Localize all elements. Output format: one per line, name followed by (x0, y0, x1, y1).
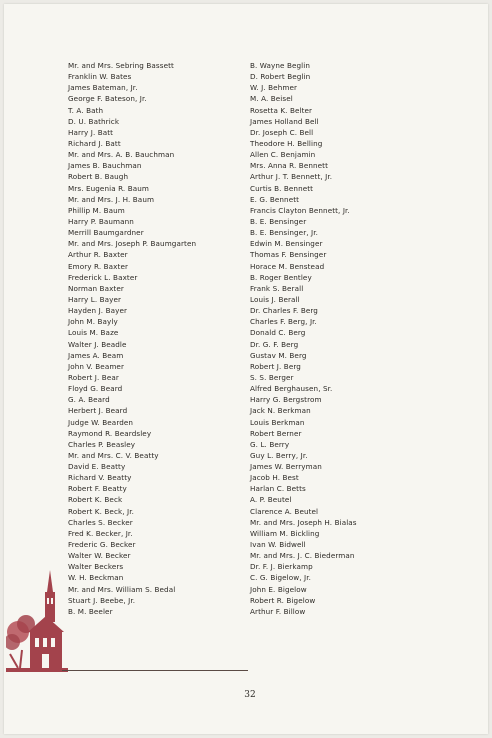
name-entry: Dr. Charles F. Berg (250, 306, 318, 316)
name-entry: Dr. G. F. Berg (250, 339, 299, 349)
name-entry: Robert R. Bigelow (250, 595, 316, 605)
name-entry: Mr. and Mrs. Joseph H. Bialas (250, 517, 357, 527)
name-entry: Norman Baxter (68, 283, 124, 293)
name-entry: Harry L. Bayer (68, 294, 122, 304)
name-entry: Arthur F. Billow (250, 606, 306, 616)
name-entry: B. Roger Bentley (250, 272, 312, 282)
name-entry: W. H. Beckman (68, 573, 124, 583)
name-entry: Emory R. Baxter (68, 261, 129, 271)
name-entry: Mr. and Mrs. Joseph P. Baumgarten (68, 239, 197, 249)
name-entry: Robert J. Bear (68, 372, 119, 382)
name-entry: Horace M. Benstead (250, 261, 325, 271)
name-entry: Herbert J. Beard (68, 406, 128, 416)
name-entry: Frederic G. Becker (68, 540, 136, 550)
name-entry: George F. Bateson, Jr. (68, 94, 147, 104)
name-entry: Stuart J. Beebe, Jr. (68, 595, 136, 605)
name-entry: James A. Beam (68, 350, 124, 360)
name-entry: Charles S. Becker (68, 517, 133, 527)
name-entry: Edwin M. Bensinger (250, 239, 323, 249)
name-entry: Raymond R. Beardsley (68, 428, 152, 438)
footer-rule (62, 670, 248, 671)
name-entry: Harry J. Batt (68, 127, 114, 137)
name-entry: Harry P. Baumann (68, 216, 134, 226)
name-entry: Phillip M. Baum (68, 205, 125, 215)
right-name-column (250, 60, 357, 617)
name-entry: Curtis B. Bennett (250, 183, 314, 193)
name-entry: Gustav M. Berg (250, 350, 307, 360)
name-entry: Walter W. Becker (68, 551, 131, 561)
name-entry: Harry G. Bergstrom (250, 395, 322, 405)
name-entry: John M. Bayly (68, 317, 118, 327)
name-entry: James Holland Bell (250, 116, 319, 126)
name-entry: Charles F. Berg, Jr. (250, 317, 317, 327)
name-entry: Allen C. Benjamin (250, 150, 316, 160)
name-entry: Clarence A. Beutel (250, 506, 319, 516)
name-entry: S. S. Berger (250, 372, 294, 382)
name-entry: W. J. Behmer (250, 83, 298, 93)
name-entry: Theodore H. Belling (250, 138, 323, 148)
name-entry: Richard J. Batt (68, 138, 121, 148)
name-entry: Mr. and Mrs. C. V. Beatty (68, 450, 159, 460)
name-entry: Louis M. Baze (68, 328, 119, 338)
name-entry: David E. Beatty (68, 462, 126, 472)
name-entry: Franklin W. Bates (68, 72, 132, 82)
name-entry: Alfred Berghausen, Sr. (250, 384, 333, 394)
name-entry: G. A. Beard (68, 395, 110, 405)
name-entry: Louis Berkman (250, 417, 305, 427)
name-entry: James W. Berryman (250, 462, 322, 472)
name-entry: Thomas F. Bensinger (250, 250, 327, 260)
name-entry: B. E. Bensinger, Jr. (250, 228, 319, 238)
name-entry: Charles P. Beasley (68, 439, 136, 449)
name-entry: Mr. and Mrs. J. C. Biederman (250, 551, 355, 561)
page-number: 32 (244, 690, 256, 700)
name-entry: Mr. and Mrs. William S. Bedal (68, 584, 176, 594)
name-entry: Arthur J. T. Bennett, Jr. (250, 172, 333, 182)
name-entry: Robert F. Beatty (68, 484, 127, 494)
name-entry: G. L. Berry (250, 439, 290, 449)
name-entry: Hayden J. Bayer (68, 306, 128, 316)
name-entry: Robert K. Beck, Jr. (68, 506, 135, 516)
name-entry: C. G. Bigelow, Jr. (250, 573, 311, 583)
name-entry: Merrill Baumgardner (68, 228, 144, 238)
name-entry: D. U. Bathrick (68, 116, 120, 126)
name-entry: Robert Berner (250, 428, 302, 438)
name-entry: Robert B. Baugh (68, 172, 129, 182)
name-entry: Dr. Joseph C. Bell (250, 127, 314, 137)
name-entry: Robert K. Beck (68, 495, 123, 505)
name-entry: Floyd G. Beard (68, 384, 123, 394)
name-entry: Mrs. Eugenia R. Baum (68, 183, 149, 193)
name-entry: Mr. and Mrs. Sebring Bassett (68, 61, 174, 70)
name-entry: Frederick L. Baxter (68, 272, 138, 282)
name-entry: Robert J. Berg (250, 361, 301, 371)
name-entry: Rosetta K. Belter (250, 105, 313, 115)
name-entry: Francis Clayton Bennett, Jr. (250, 205, 350, 215)
name-entry: Mrs. Anna R. Bennett (250, 161, 329, 171)
name-entry: Jacob H. Best (250, 473, 299, 483)
name-entry: Mr. and Mrs. J. H. Baum (68, 194, 155, 204)
name-entry: Ivan W. Bidwell (250, 540, 306, 550)
name-entry: Frank S. Berall (250, 283, 304, 293)
name-entry: John E. Bigelow (250, 584, 307, 594)
name-entry: Louis J. Berall (250, 294, 300, 304)
name-entry: A. P. Beutel (250, 495, 292, 505)
name-entry: D. Robert Beglin (250, 72, 311, 82)
name-entry: Dr. F. J. Bierkamp (250, 562, 313, 572)
name-entry: B. Wayne Beglin (250, 61, 311, 70)
name-entry: B. E. Bensinger (250, 216, 307, 226)
name-entry: M. A. Beisel (250, 94, 293, 104)
name-entry: Judge W. Bearden (68, 417, 134, 427)
left-name-column (68, 60, 196, 617)
name-entry: Guy L. Berry, Jr. (250, 450, 308, 460)
name-entry: Walter J. Beadle (68, 339, 127, 349)
document-page (4, 4, 488, 734)
name-entry: B. M. Beeler (68, 606, 113, 616)
name-entry: John V. Beamer (68, 361, 125, 371)
name-entry: T. A. Bath (68, 105, 104, 115)
name-entry: Fred K. Becker, Jr. (68, 528, 133, 538)
name-entry: Arthur R. Baxter (68, 250, 128, 260)
name-entry: James Bateman, Jr. (68, 83, 138, 93)
name-entry: James B. Bauchman (68, 161, 142, 171)
name-entry: Donald C. Berg (250, 328, 306, 338)
name-entry: Harlan C. Betts (250, 484, 306, 494)
name-entry: William M. Bickling (250, 528, 320, 538)
name-entry: Jack N. Berkman (250, 406, 311, 416)
name-entry: E. G. Bennett (250, 194, 300, 204)
church-illustration-icon (6, 570, 68, 674)
name-entry: Mr. and Mrs. A. B. Bauchman (68, 150, 175, 160)
name-entry: Richard V. Beatty (68, 473, 132, 483)
name-entry: Walter Beckers (68, 562, 124, 572)
